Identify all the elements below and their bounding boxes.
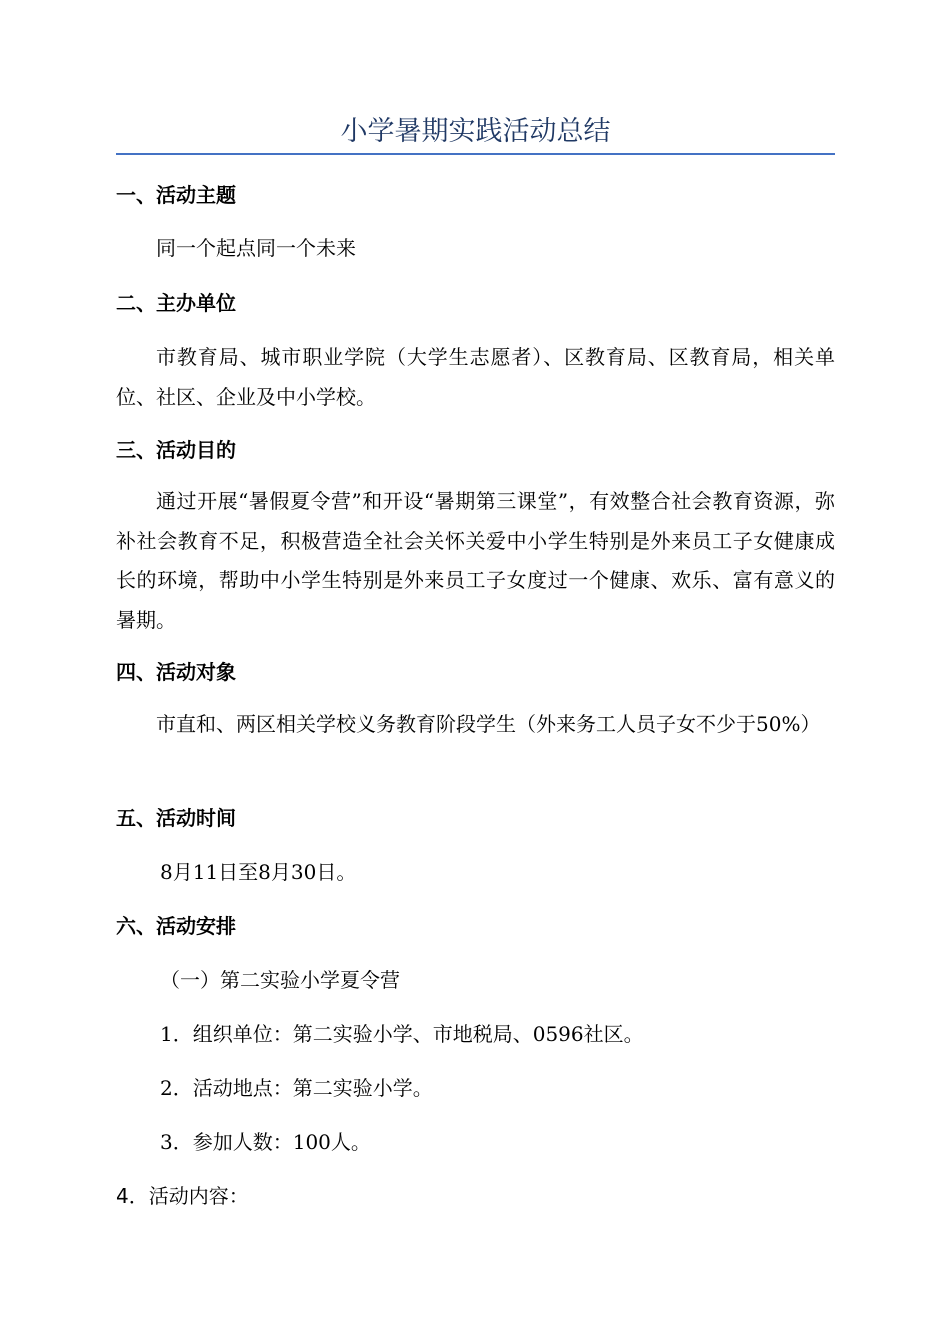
- arrangement-item-count: 3．参加人数：100人。: [160, 1130, 371, 1154]
- section-heading-organizers: 二、主办单位: [116, 291, 236, 315]
- arrangement-item-content: 4．活动内容：: [116, 1184, 249, 1208]
- title-underline: [116, 153, 835, 155]
- section-heading-arrangement: 六、活动安排: [116, 914, 236, 938]
- section-body-purpose: 通过开展“暑假夏令营”和开设“暑期第三课堂”，有效整合社会教育资源，弥补社会教育不足，积极营造全社会关怀关爱中小学生特别是外来员工子女健康成长的环境，帮助中小学生特别是外来员工子女度过一个健康、欢乐、富有意义的暑期。: [116, 489, 835, 632]
- arrangement-item-organizer: 1．组织单位：第二实验小学、市地税局、0596社区。: [160, 1022, 644, 1046]
- arrangement-subheading: （一）第二实验小学夏令营: [160, 968, 400, 992]
- section-heading-purpose: 三、活动目的: [116, 438, 236, 462]
- document-title: 小学暑期实践活动总结: [340, 116, 611, 147]
- section-heading-time: 五、活动时间: [116, 806, 236, 830]
- section-heading-participants: 四、活动对象: [116, 660, 236, 684]
- arrangement-item-location: 2．活动地点：第二实验小学。: [160, 1076, 433, 1100]
- section-heading-theme: 一、活动主题: [116, 183, 236, 207]
- section-body-theme: 同一个起点同一个未来: [156, 236, 356, 260]
- section-body-participants: 市直和、两区相关学校义务教育阶段学生（外来务工人员子女不少于50%）: [156, 712, 821, 736]
- section-body-time: 8月11日至8月30日。: [160, 860, 357, 884]
- section-body-organizers: 市教育局、城市职业学院（大学生志愿者）、区教育局、区教育局，相关单位、社区、企业及中小学校。: [116, 345, 835, 409]
